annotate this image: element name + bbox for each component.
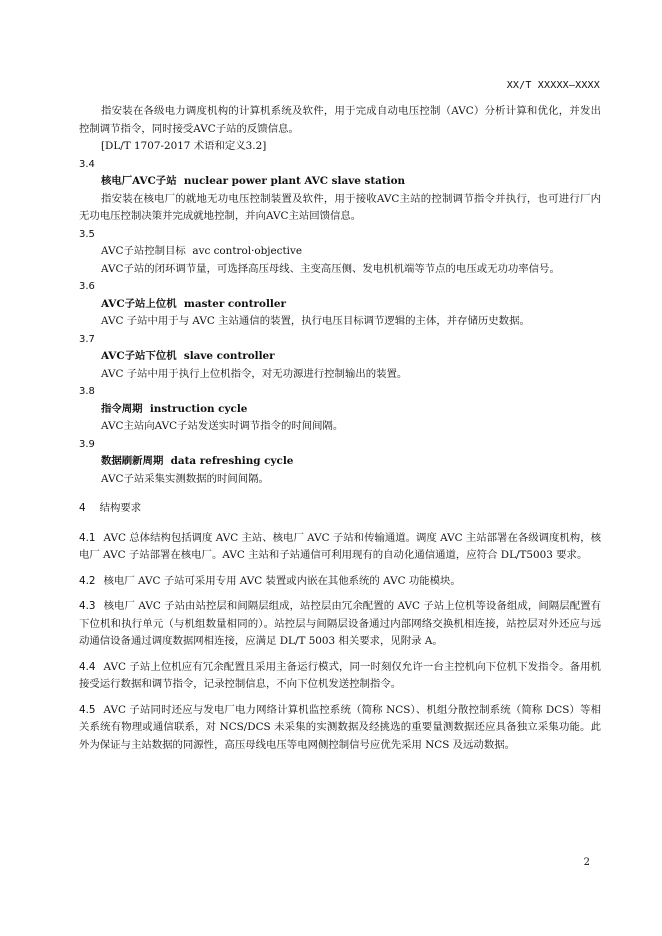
definition-text: 指安装在各级电力调度机构的计算机系统及软件，用于完成自动电压控制（AVC）分析计算和优化，并发出控制调节指令，同时接受AVC子站的反馈信息。 bbox=[79, 105, 601, 135]
requirement-clause bbox=[79, 659, 601, 694]
section-heading bbox=[79, 500, 601, 518]
term-en: master controller bbox=[183, 297, 286, 310]
requirement-clause bbox=[79, 702, 601, 755]
term-title bbox=[79, 243, 601, 261]
term-zh: 数据刷新周期 bbox=[101, 455, 164, 467]
term-title bbox=[79, 173, 601, 191]
definition-text: AVC子站的闭环调节量，可选择高压母线、主变高压侧、发电机机端等节点的电压或无功功率信号。 bbox=[101, 262, 560, 275]
term-en: data refreshing cycle bbox=[170, 455, 294, 467]
requirement-clause bbox=[79, 573, 601, 591]
term-zh: AVC子站控制目标 bbox=[101, 245, 186, 257]
definition-source: [DL/T 1707-2017 术语和定义3.2] bbox=[101, 140, 267, 152]
page-content bbox=[79, 103, 601, 762]
term-title bbox=[79, 348, 601, 366]
clause-number: 3.5 bbox=[79, 228, 95, 240]
term-zh: AVC子站上位机 bbox=[101, 297, 177, 310]
term-en: slave controller bbox=[183, 350, 275, 362]
term-title bbox=[79, 401, 601, 419]
term-zh: 指令周期 bbox=[101, 402, 143, 415]
term-zh: 核电厂AVC子站 bbox=[101, 175, 177, 187]
clause-text: AVC 总体结构包括调度 AVC 主站、核电厂 AVC 子站和传输通道。调度 AVC 主站部署在各级调度机构，核电厂 AVC 子站部署在核电厂。AVC 主站和子站通信可利用现有的自动化通信通道，应符合 DL/T5003 要求。 bbox=[79, 531, 601, 561]
page-number: 2 bbox=[583, 857, 590, 868]
section-title: 结构要求 bbox=[99, 502, 142, 514]
clause-number: 4.3 bbox=[79, 600, 96, 612]
term-title bbox=[79, 453, 601, 471]
clause-number: 3.6 bbox=[79, 281, 95, 292]
definition-text: AVC 子站中用于与 AVC 主站通信的装置，执行电压目标调节逻辑的主体，并存储历史数据。 bbox=[101, 315, 530, 327]
clause-text: AVC 子站同时还应与发电厂电力网络计算机监控系统（简称 NCS）、机组分散控制系统（简称 DCS）等相关系统有物理或通信联系，对 NCS/DCS 未采集的实测数据及经挑选的重要量测数据还应具备独立采集功能。此外为保证与主站数据的同源性，高压母线电压等电网侧控制信号应优先采用 NCS 及远动数据。 bbox=[79, 703, 601, 751]
clause-text: AVC 子站上位机应有冗余配置且采用主备运行模式，同一时刻仅允许一台主控机向下位机下发指令。备用机接受运行数据和调节指令，记录控制信息，不向下位机发送控制指令。 bbox=[79, 660, 601, 690]
requirement-clause bbox=[79, 598, 601, 651]
clause-number: 4.4 bbox=[79, 660, 96, 673]
term-en: avc control·objective bbox=[192, 245, 303, 257]
requirement-clause bbox=[79, 530, 601, 565]
clause-number: 4.5 bbox=[79, 703, 96, 716]
definition-text: AVC主站向AVC子站发送实时调节指令的时间间隔。 bbox=[101, 420, 344, 432]
definition-text: AVC子站采集实测数据的时间间隔。 bbox=[101, 472, 269, 485]
clause-number: 3.7 bbox=[79, 333, 95, 345]
definition-text: 指安装在核电厂的就地无功电压控制装置及软件，用于接收AVC主站的控制调节指令并执行，也可进行厂内无功电压控制决策并完成就地控制，并向AVC主站回馈信息。 bbox=[79, 192, 601, 222]
term-en: instruction cycle bbox=[149, 402, 248, 415]
clause-text: 核电厂 AVC 子站由站控层和间隔层组成，站控层由冗余配置的 AVC 子站上位机等设备组成，间隔层配置有下位机和执行单元（与机组数量相同的）。站控层与间隔层设备通过内部网络交换机相连接，站控层对外还应与远动通信设备通过调度数据网相连接，应满足 DL/T 5003 相关要求，见附录 A。 bbox=[79, 600, 601, 647]
clause-number: 4.1 bbox=[79, 531, 96, 544]
term-title bbox=[79, 296, 601, 314]
clause-number: 3.8 bbox=[79, 386, 95, 397]
term-zh: AVC子站下位机 bbox=[101, 350, 177, 362]
standard-code-header: XX/T XXXXX—XXXX bbox=[506, 80, 600, 91]
clause-number: 4.2 bbox=[79, 574, 96, 587]
clause-number: 3.9 bbox=[79, 438, 95, 450]
section-number: 4 bbox=[79, 502, 86, 514]
definition-text: AVC 子站中用于执行上位机指令，对无功源进行控制输出的装置。 bbox=[101, 367, 408, 380]
clause-text: 核电厂 AVC 子站可采用专用 AVC 装置或内嵌在其他系统的 AVC 功能模块。 bbox=[103, 574, 461, 587]
term-en: nuclear power plant AVC slave station bbox=[183, 175, 406, 187]
clause-number: 3.4 bbox=[79, 158, 95, 170]
